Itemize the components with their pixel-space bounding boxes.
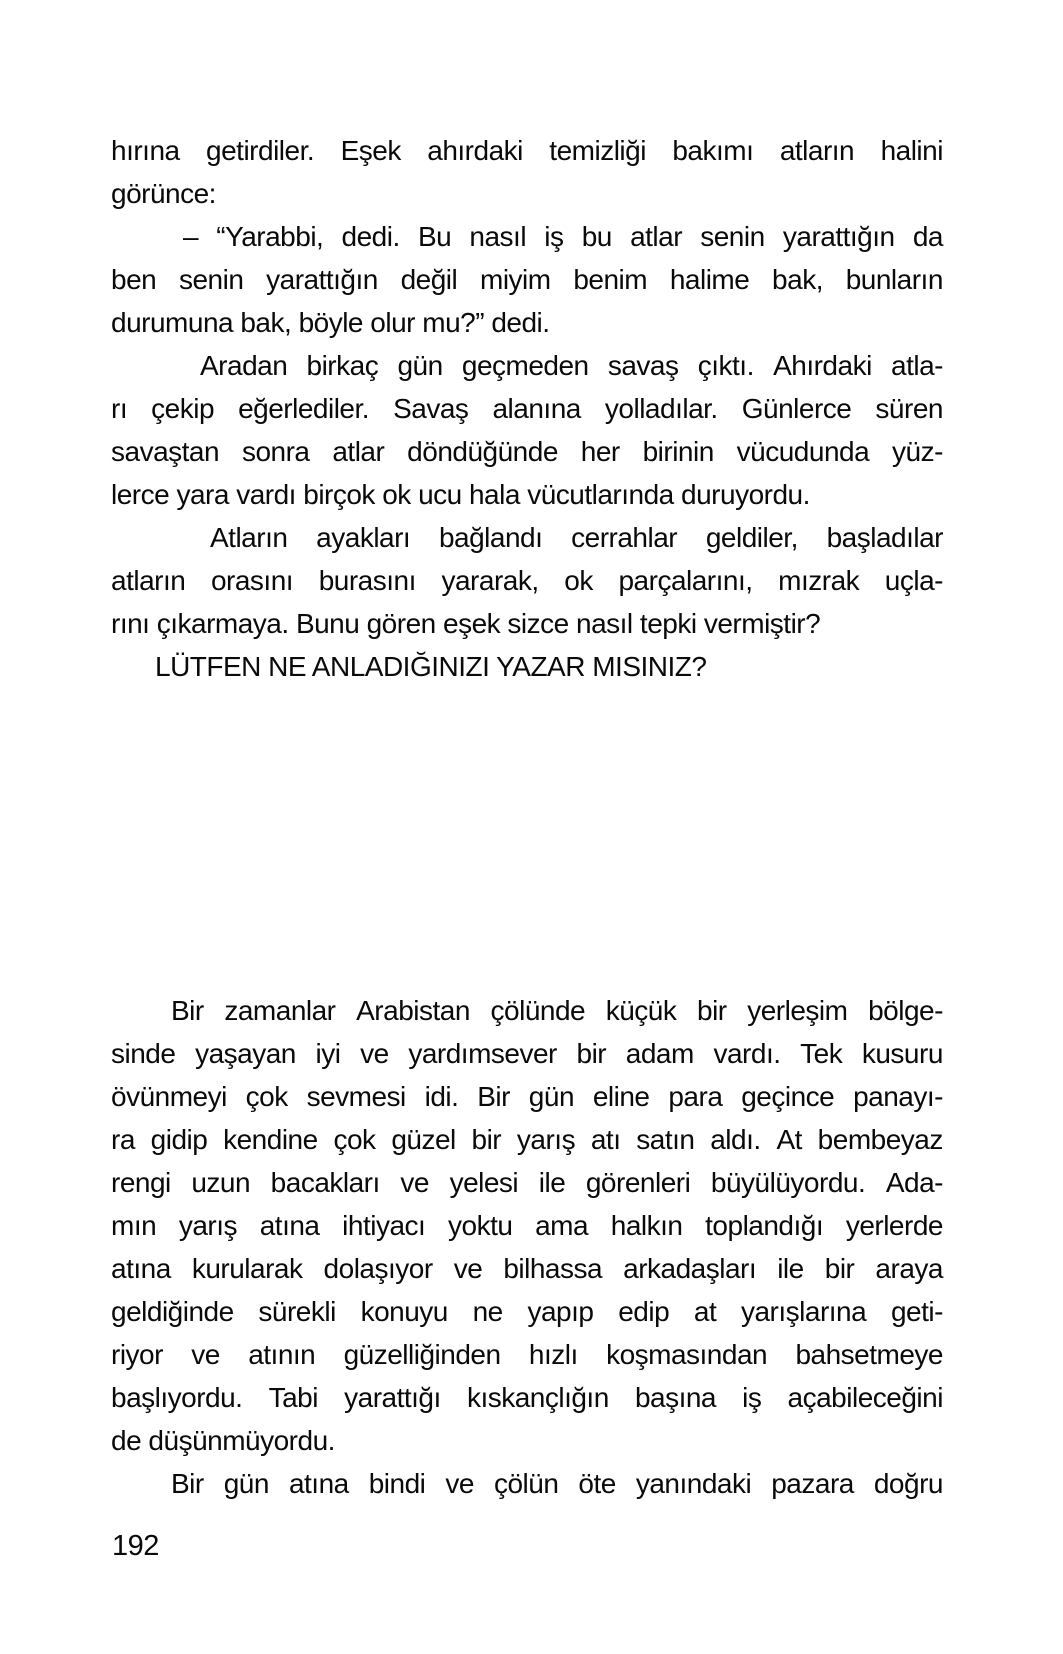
text-line: atına kurularak dolaşıyor ve bilhassa arkadaşları ile bir araya [111,1253,943,1284]
text-line: övünmeyi çok sevmesi idi. Bir gün eline para geçince panayı- [111,1081,943,1112]
text-line: görünce: [111,178,216,209]
text-line: LÜTFEN NE ANLADIĞINIZI YAZAR MISINIZ? [155,651,707,682]
text-line: rı çekip eğerlediler. Savaş alanına yolladılar. Günlerce süren [111,393,943,424]
text-line: de düşünmüyordu. [111,1425,335,1456]
text-line: hırına getirdiler. Eşek ahırdaki temizliği bakımı atların halini [111,135,943,166]
text-line: lerce yara vardı birçok ok ucu hala vücutlarında duruyordu. [111,479,810,510]
upper-text-block [111,129,943,688]
text-line: atların orasını burasını yararak, ok parçalarını, mızrak uçla- [111,565,943,596]
text-line: Bir gün atına bindi ve çölün öte yanındaki pazara doğru [171,1468,943,1499]
text-line: geldiğinde sürekli konuyu ne yapıp edip at yarışlarına geti- [111,1296,943,1327]
text-line: durumuna bak, böyle olur mu?” dedi. [111,307,550,338]
text-line: rını çıkarmaya. Bunu gören eşek sizce nasıl tepki vermiştir? [111,608,821,639]
text-line: – “Yarabbi, dedi. Bu nasıl iş bu atlar senin yarattığın da [183,221,943,252]
lower-text-block [111,989,943,1505]
text-line: ben senin yarattığın değil miyim benim halime bak, bunların [111,264,943,295]
text-line: sinde yaşayan iyi ve yardımsever bir adam vardı. Tek kusuru [111,1038,943,1069]
text-line: başlıyordu. Tabi yarattığı kıskançlığın başına iş açabileceğini [111,1382,943,1413]
text-line: Bir zamanlar Arabistan çölünde küçük bir yerleşim bölge- [171,995,943,1026]
text-line: Aradan birkaç gün geçmeden savaş çıktı. Ahırdaki atla- [200,350,943,381]
text-line: ra gidip kendine çok güzel bir yarış atı satın aldı. At bembeyaz [111,1124,943,1155]
text-line: mın yarış atına ihtiyacı yoktu ama halkın toplandığı yerlerde [111,1210,943,1241]
text-line: savaştan sonra atlar döndüğünde her birinin vücudunda yüz- [111,436,943,467]
text-line: rengi uzun bacakları ve yelesi ile görenleri büyülüyordu. Ada- [111,1167,943,1198]
text-line: Atların ayakları bağlandı cerrahlar geldiler, başladılar [210,522,943,553]
page-number: 192 [112,1530,159,1562]
text-line: riyor ve atının güzelliğinden hızlı koşmasından bahsetmeye [111,1339,943,1370]
